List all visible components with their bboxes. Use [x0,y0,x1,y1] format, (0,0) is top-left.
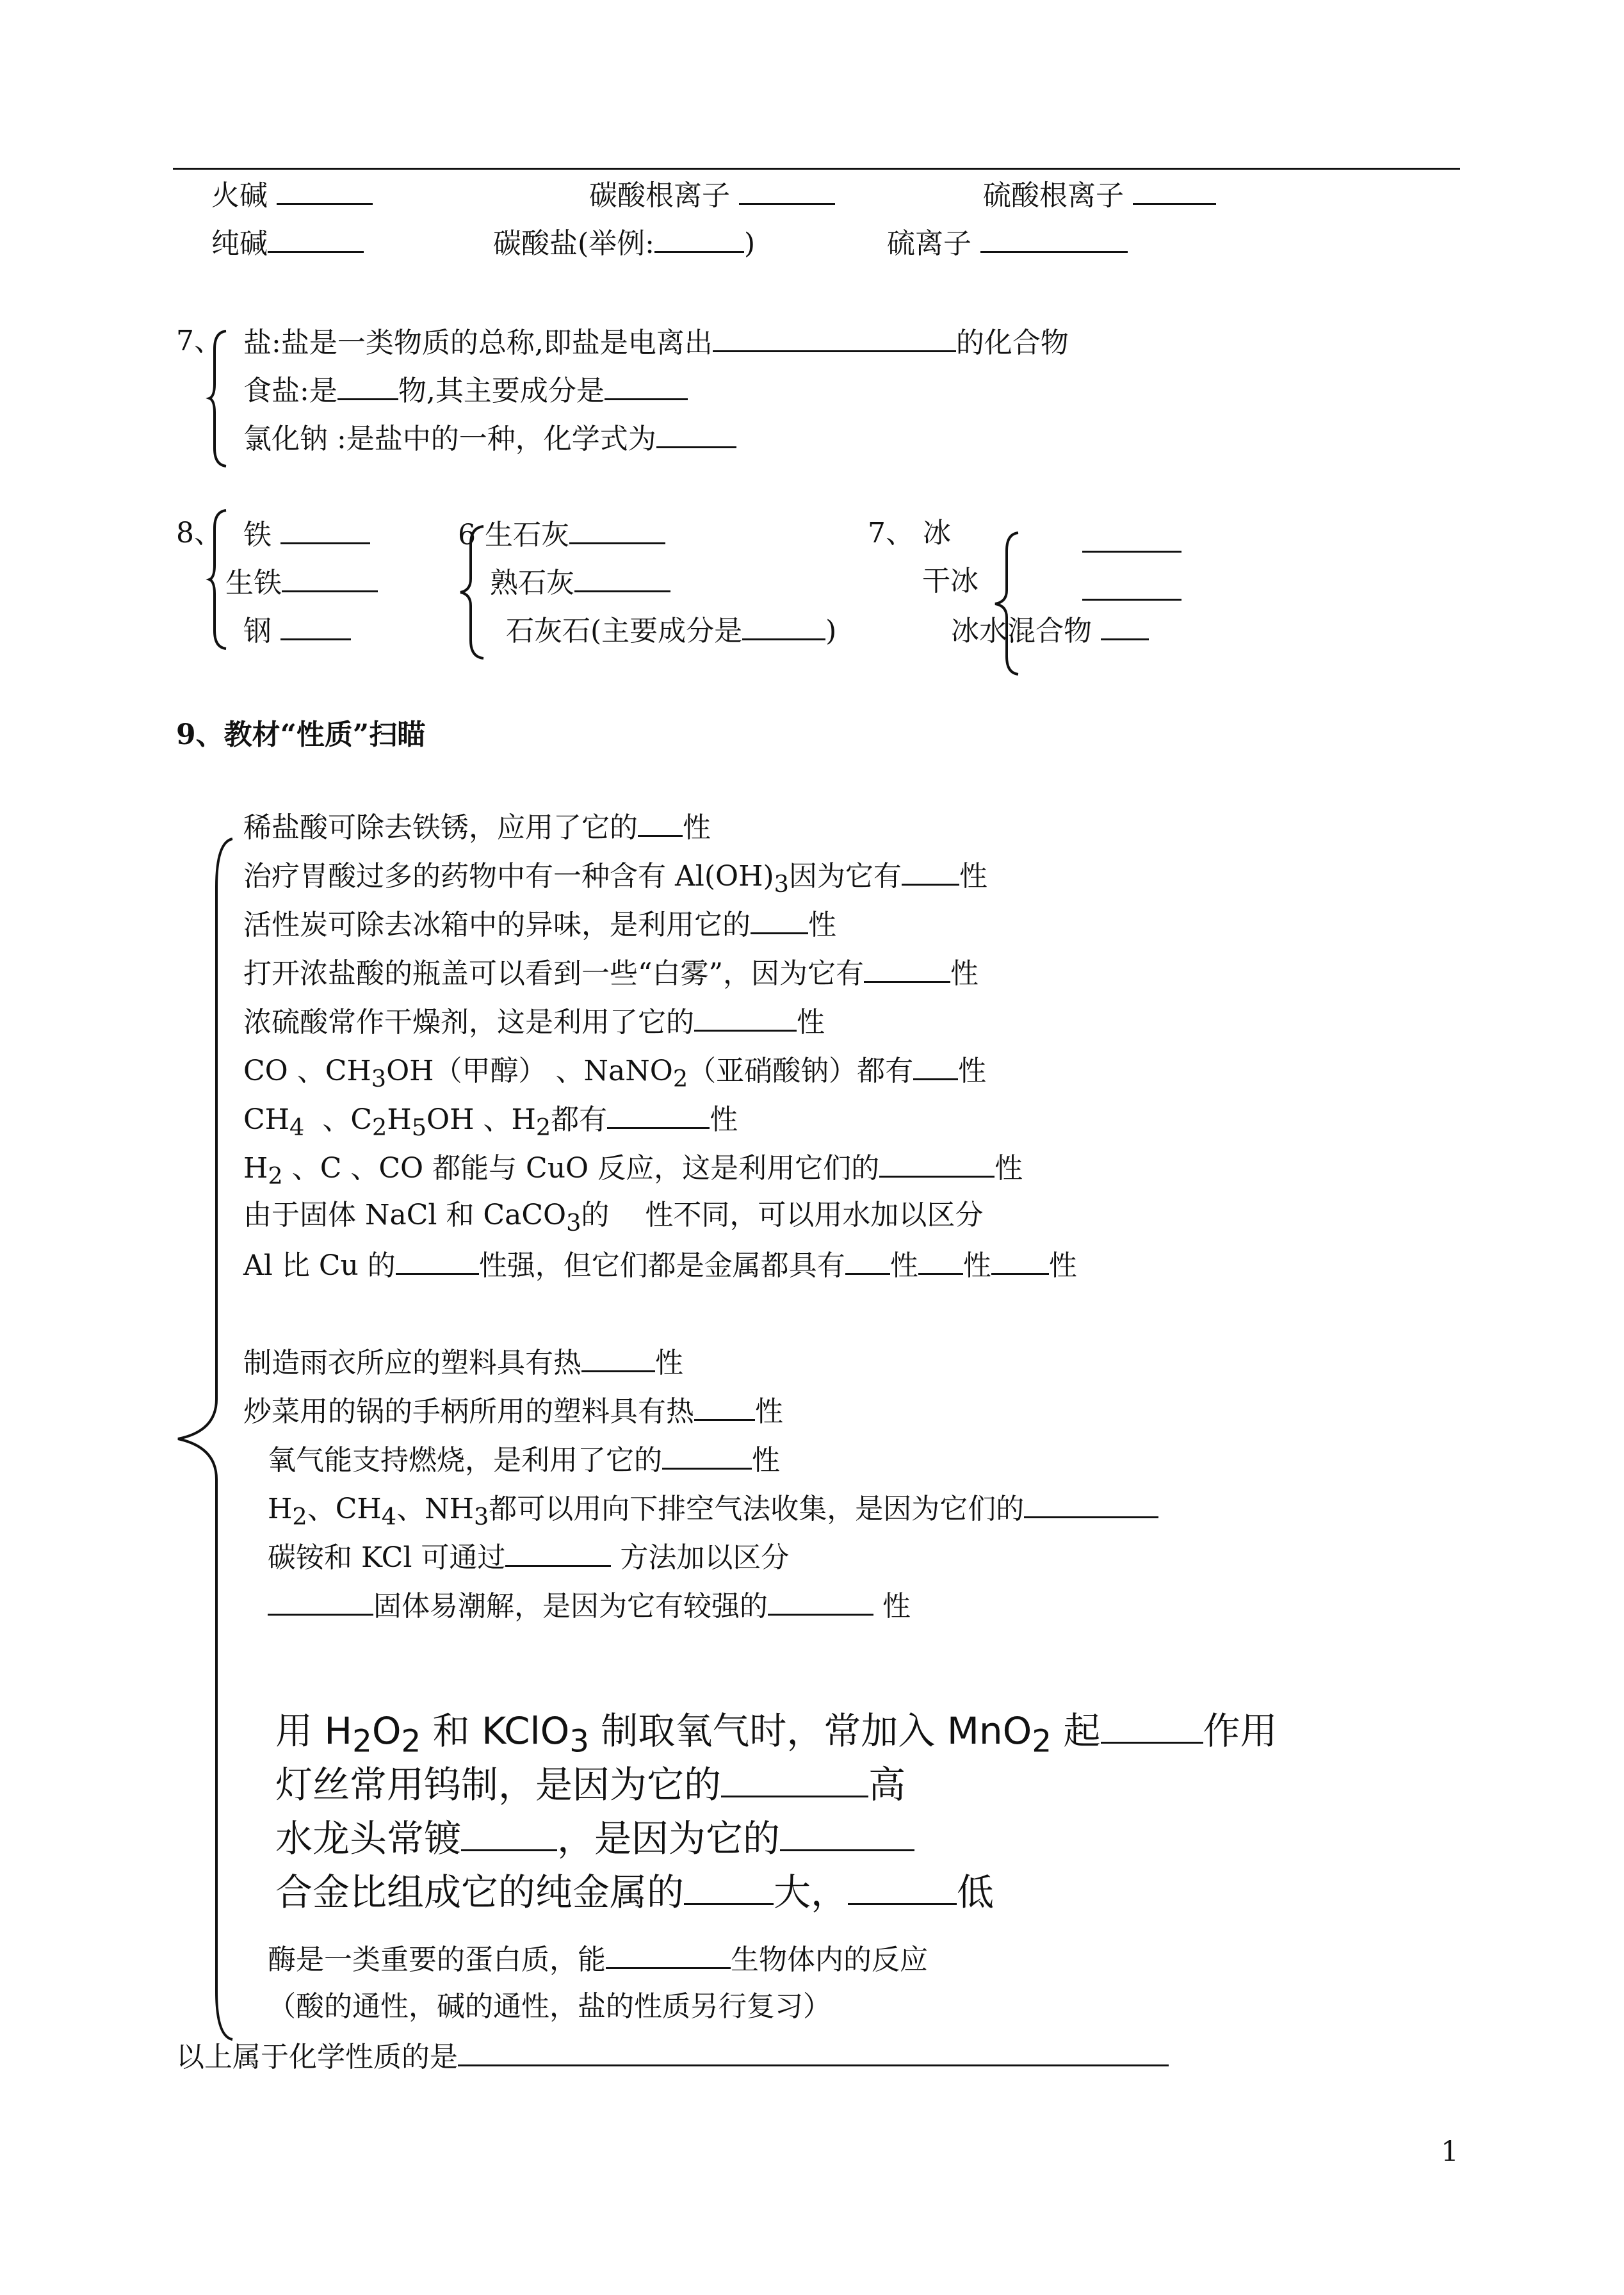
blank[interactable] [694,1003,797,1032]
q9-line-5: 浓硫酸常作干燥剂，这是利用了它的 性 [243,1003,825,1041]
q9-line-18: （酸的通性，碱的通性，盐的性质另行复习） [268,1990,831,2023]
blank[interactable] [605,371,688,400]
q9-summary: 以上属于化学性质的是 [176,2038,1169,2075]
summary-blank[interactable] [458,2038,1169,2066]
top-rule [173,168,1460,170]
blank[interactable] [742,612,825,640]
q7-line2: 食盐:是 物,其主要成分是 [243,371,688,409]
blank[interactable] [913,1051,958,1080]
q9-image-line-4: 合金比组成它的纯金属的 大， 低 [275,1870,995,1914]
q8-ice-brace [993,531,1025,676]
q9-line-8: $H_2$ 、C 、CO 都能与 CuO 反应，这是利用它们的 性 [243,1149,1023,1194]
blank[interactable] [569,515,665,544]
q9-brace [172,836,242,2043]
blank[interactable] [461,1816,557,1851]
row-liulizi: 硫离子 [887,224,1128,262]
blank[interactable] [1082,524,1181,553]
q9-line-10: Al 比 Cu 的 性强，但它们都是金属都具有 性 性 性 [243,1246,1077,1284]
q9-line-2: 治疗胃酸过多的药物中有一种含有 $Al(OH)_3$因为它有 性 [243,857,987,902]
q8-bingshui: 冰水混合物 [951,612,1149,649]
blank[interactable] [864,954,950,983]
blank[interactable] [1133,176,1216,205]
q8-shihuishi: 石灰石(主要成分是 ) [506,612,836,649]
blank[interactable] [721,1762,868,1797]
blank[interactable] [902,857,959,886]
blank[interactable] [694,1392,755,1421]
blank[interactable] [277,176,373,205]
blank[interactable] [282,564,378,592]
blank[interactable] [751,905,808,934]
q9-line-1: 稀盐酸可除去铁锈，应用了它的 性 [243,808,711,846]
blank[interactable] [991,1246,1049,1275]
blank[interactable] [980,224,1128,253]
q8-bing: 7、 冰 [868,517,951,549]
blank[interactable] [848,1870,957,1905]
blank[interactable] [1024,1489,1158,1518]
page-number: 1 [1441,2136,1459,2168]
blank[interactable] [1101,612,1149,640]
row-huojian: 火碱 [211,176,373,214]
q9-line-17: 酶是一类重要的蛋白质，能 生物体内的反应 [268,1940,928,1978]
blank[interactable] [396,1246,479,1275]
q7-number: 7、 [176,325,222,357]
blank[interactable] [268,1587,373,1616]
blank[interactable] [739,176,835,205]
q7-brace [208,330,234,467]
blank[interactable] [1101,1708,1203,1744]
q9-line-14: $H_2$、$CH_4$、$NH_3$都可以用向下排空气法收集，是因为它们的 [268,1489,1158,1535]
q9-line-13: 氧气能支持燃烧，是利用了它的 性 [268,1441,780,1479]
blank[interactable] [1082,572,1181,601]
q9-line-3: 活性炭可除去冰箱中的异味，是利用它的 性 [243,905,836,943]
blank[interactable] [654,224,744,253]
q9-image-line-1: 用 $H_2O_2$ 和 KClO$_3$ 制取氧气时，常加入 MnO$_2$ 起 作用 [275,1709,1278,1760]
q8-ganbing: 干冰 [922,565,978,597]
blank[interactable] [918,1246,963,1275]
blank[interactable] [606,1940,731,1969]
blank[interactable] [607,1100,710,1129]
q7-line1: 盐:盐是一类物质的总称,即盐是电离出 的化合物 [243,323,1069,361]
blank[interactable] [280,515,370,544]
q9-line-12: 炒菜用的锅的手柄所用的塑料具有热 性 [243,1392,783,1430]
q7-line3: 氯化钠 :是盐中的一种，化学式为 [243,419,736,457]
q9-line-9: 由于固体 NaCl 和 CaCO$_3$的 性不同，可以用水加以区分 [243,1199,984,1237]
blank[interactable] [713,323,956,352]
q8-number: 8、 [176,517,222,549]
q9-line-16: 固体易潮解，是因为它有较强的 性 [268,1587,911,1625]
q8-tie: 铁 [243,515,370,553]
q9-line-7: $CH_4$ 、$C_2H_5OH$ 、$H_2$都有 性 [243,1100,738,1146]
row-chunjian: 纯碱 [211,224,364,262]
q9-image-line-2: 灯丝常用钨制，是因为它的 高 [275,1763,906,1806]
row-tansuanyan: 碳酸盐(举例: ) [493,224,755,262]
blank[interactable] [879,1149,995,1178]
blank[interactable] [581,1343,655,1372]
q9-line-15: 碳铵和 KCl 可通过 方法加以区分 [268,1538,789,1576]
q9-line-11: 制造雨衣所应的塑料具有热 性 [243,1343,683,1381]
q9-title: 9、教材“性质”扫瞄 [176,718,426,751]
blank[interactable] [656,419,736,448]
row-tansuangen: 碳酸根离子 [589,176,835,214]
q8-shengtie: 生铁 [225,564,378,601]
blank[interactable] [505,1538,611,1567]
blank[interactable] [662,1441,752,1470]
q8-shenghuishi: 6 生石灰 [458,515,665,553]
q9-image-line-3: 水龙头常镀 ，是因为它的 [275,1816,914,1861]
blank[interactable] [268,224,364,253]
blank[interactable] [638,808,683,837]
q8-gang: 钢 [243,612,351,649]
q9-line-4: 打开浓盐酸的瓶盖可以看到一些“白雾”，因为它有 性 [243,954,978,992]
blank[interactable] [780,1816,914,1851]
blank[interactable] [845,1246,890,1275]
blank[interactable] [684,1870,774,1905]
blank[interactable] [768,1587,873,1616]
q9-line-6: CO 、$CH_3OH$（甲醇） 、NaNO$_2$（亚硝酸钠）都有 性 [243,1051,986,1097]
row-liusuangen: 硫酸根离子 [983,176,1216,214]
blank[interactable] [280,612,351,640]
q8-shushihui: 熟石灰 [490,564,670,601]
blank[interactable] [574,564,670,592]
blank[interactable] [337,371,398,400]
